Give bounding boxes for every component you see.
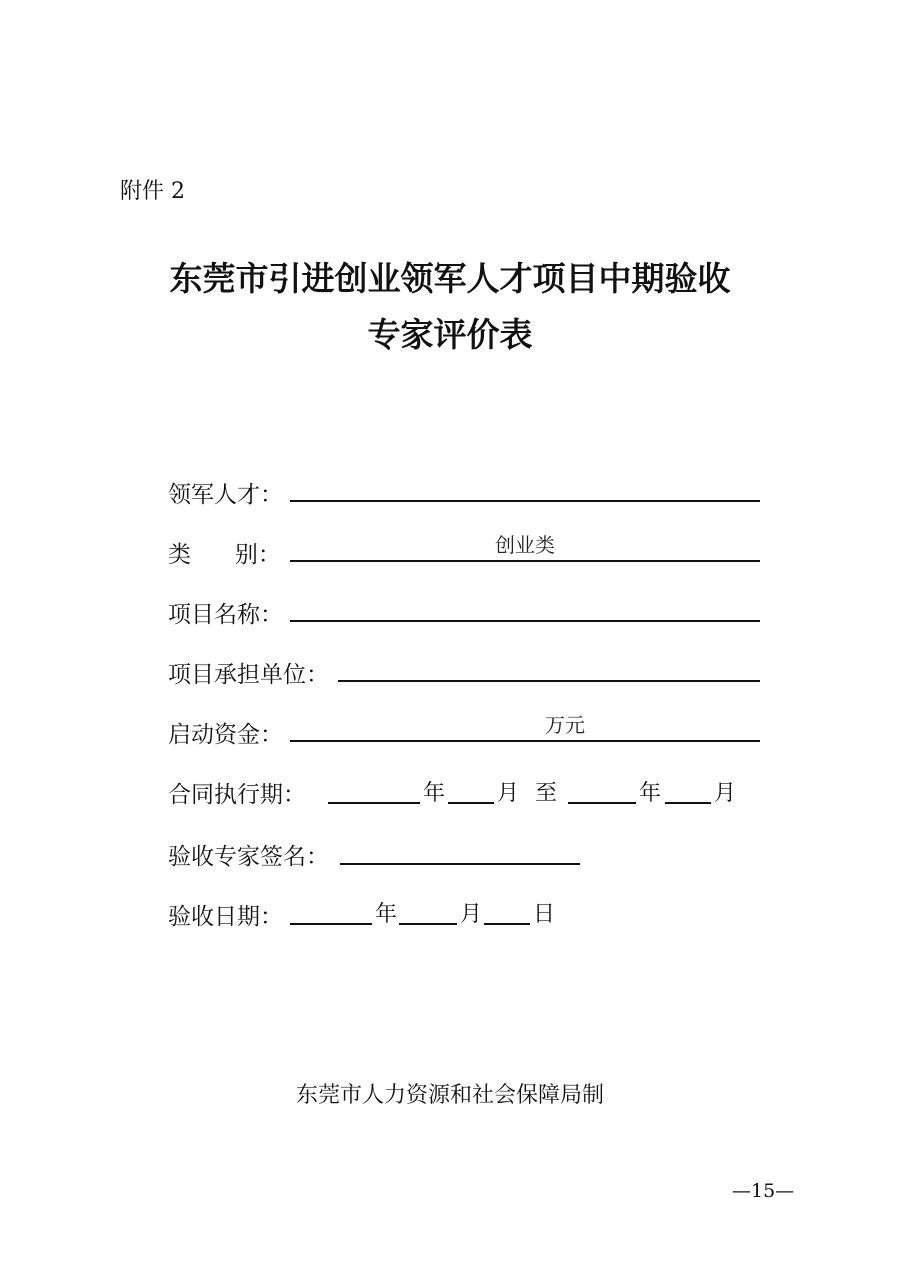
contract-end-month-field[interactable] <box>665 772 711 804</box>
contract-start-month-field[interactable] <box>448 772 494 804</box>
acceptance-day-char: 日 <box>533 902 556 927</box>
contract-end-month-char: 月 <box>714 781 737 806</box>
contract-start-month-char: 月 <box>497 781 520 806</box>
acceptance-day-field[interactable] <box>484 893 530 925</box>
acceptance-year-field[interactable] <box>290 893 372 925</box>
acceptance-month-char: 月 <box>460 902 483 927</box>
page-number: —15— <box>732 1180 795 1202</box>
expert-signature-label: 验收专家签名： <box>168 844 329 870</box>
project-name-field[interactable] <box>290 590 760 622</box>
category-field[interactable] <box>290 530 760 562</box>
contract-start-year-char: 年 <box>423 781 446 806</box>
title-line-1: 东莞市引进创业领军人才项目中期验收 <box>169 259 731 298</box>
undertaking-unit-label: 项目承担单位： <box>168 662 329 688</box>
contract-period-label: 合同执行期： <box>168 782 306 808</box>
startup-fund-label: 启动资金： <box>168 722 283 748</box>
attachment-label: 附件 2 <box>120 179 185 204</box>
title-line-2: 专家评价表 <box>367 315 533 354</box>
startup-fund-field[interactable] <box>290 710 760 742</box>
contract-start-year-field[interactable] <box>328 772 420 804</box>
contract-to-char: 至 <box>535 781 558 806</box>
category-label: 类 别： <box>168 542 281 568</box>
contract-end-year-field[interactable] <box>568 772 636 804</box>
category-value: 创业类 <box>495 533 555 557</box>
acceptance-month-field[interactable] <box>399 893 457 925</box>
acceptance-year-char: 年 <box>375 902 398 927</box>
leader-field[interactable] <box>290 470 760 502</box>
issuer-footer: 东莞市人力资源和社会保障局制 <box>295 1083 604 1108</box>
undertaking-unit-field[interactable] <box>338 650 760 682</box>
acceptance-date-label: 验收日期： <box>168 904 283 930</box>
expert-signature-field[interactable] <box>340 833 580 865</box>
leader-label: 领军人才： <box>168 482 283 508</box>
contract-end-year-char: 年 <box>639 781 662 806</box>
project-name-label: 项目名称： <box>168 602 283 628</box>
startup-fund-unit: 万元 <box>545 713 585 737</box>
